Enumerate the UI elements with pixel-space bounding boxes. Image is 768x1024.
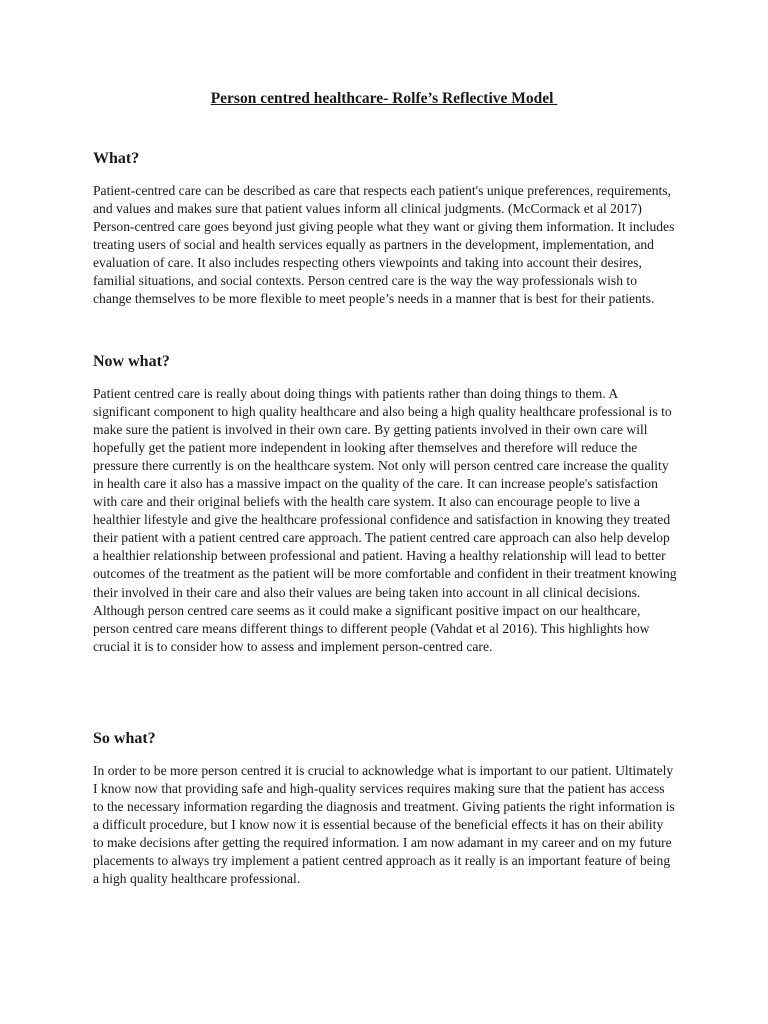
section-heading-so-what: So what? — [93, 730, 156, 747]
section-heading-now-what: Now what? — [93, 353, 170, 370]
section-heading-what: What? — [93, 150, 140, 167]
section-now-what — [93, 352, 677, 656]
document-title: Person centred healthcare- Rolfe’s Reflective Model — [210, 90, 558, 107]
section-body-what: Patient-centred care can be described as care that respects each patient's unique preferences, requirements, and values and makes sure that patient values inform all clinical judgments. (McCormack et al 2017) Person-centred care goes beyond just giving people what they want or giving them information. It includes treating users of social and health services equally as partners in the development, implementation, and evaluation of care. It also includes respecting others viewpoints and taking into account their desires, familial situations, and social contexts. Person centred care is the way the way professionals wish to change themselves to be more flexible to meet people’s needs in a manner that is best for their patients. — [93, 183, 675, 307]
section-so-what — [93, 729, 677, 888]
section-body-now-what: Patient centred care is really about doing things with patients rather than doing things to them. A significant component to high quality healthcare and also being a high quality healthcare professional is to make sure the patient is involved in their own care. By getting patients involved in their own care will hopefully get the patient more independent in looking after themselves and therefore will reduce the pressure there currently is on the healthcare system. Not only will person centred care increase the quality in health care it also has a massive impact on the quality of the care. It can increase people's satisfaction with care and their original beliefs with the health care system. It also can encourage people to live a healthier lifestyle and give the healthcare professional confidence and satisfaction in knowing they treated their patient with a patient centred care approach. The patient centred care approach can also help develop a healthier relationship between professional and patient. Having a healthy relationship will lead to better outcomes of the treatment as the patient will be more comfortable and confident in their treatment knowing their involved in their care and also their values are being taken into account in all clinical decisions. Although person centred care seems as it could make a significant positive impact on our healthcare, person centred care means different things to different people (Vahdat et al 2016). This highlights how crucial it is to consider how to assess and implement person-centred care. — [93, 386, 677, 654]
section-what — [93, 149, 677, 308]
section-body-so-what: In order to be more person centred it is crucial to acknowledge what is important to our patient. Ultimately I know now that providing safe and high-quality services requires making sure that the patient has access to the necessary information regarding the diagnosis and treatment. Giving patients the right information is a difficult procedure, but I know now it is essential because of the beneficial effects it has on their ability to make decisions after getting the required information. I am now adamant in my career and on my future placements to always try implement a patient centred approach as it really is an important feature of being a high quality healthcare professional. — [93, 763, 675, 887]
